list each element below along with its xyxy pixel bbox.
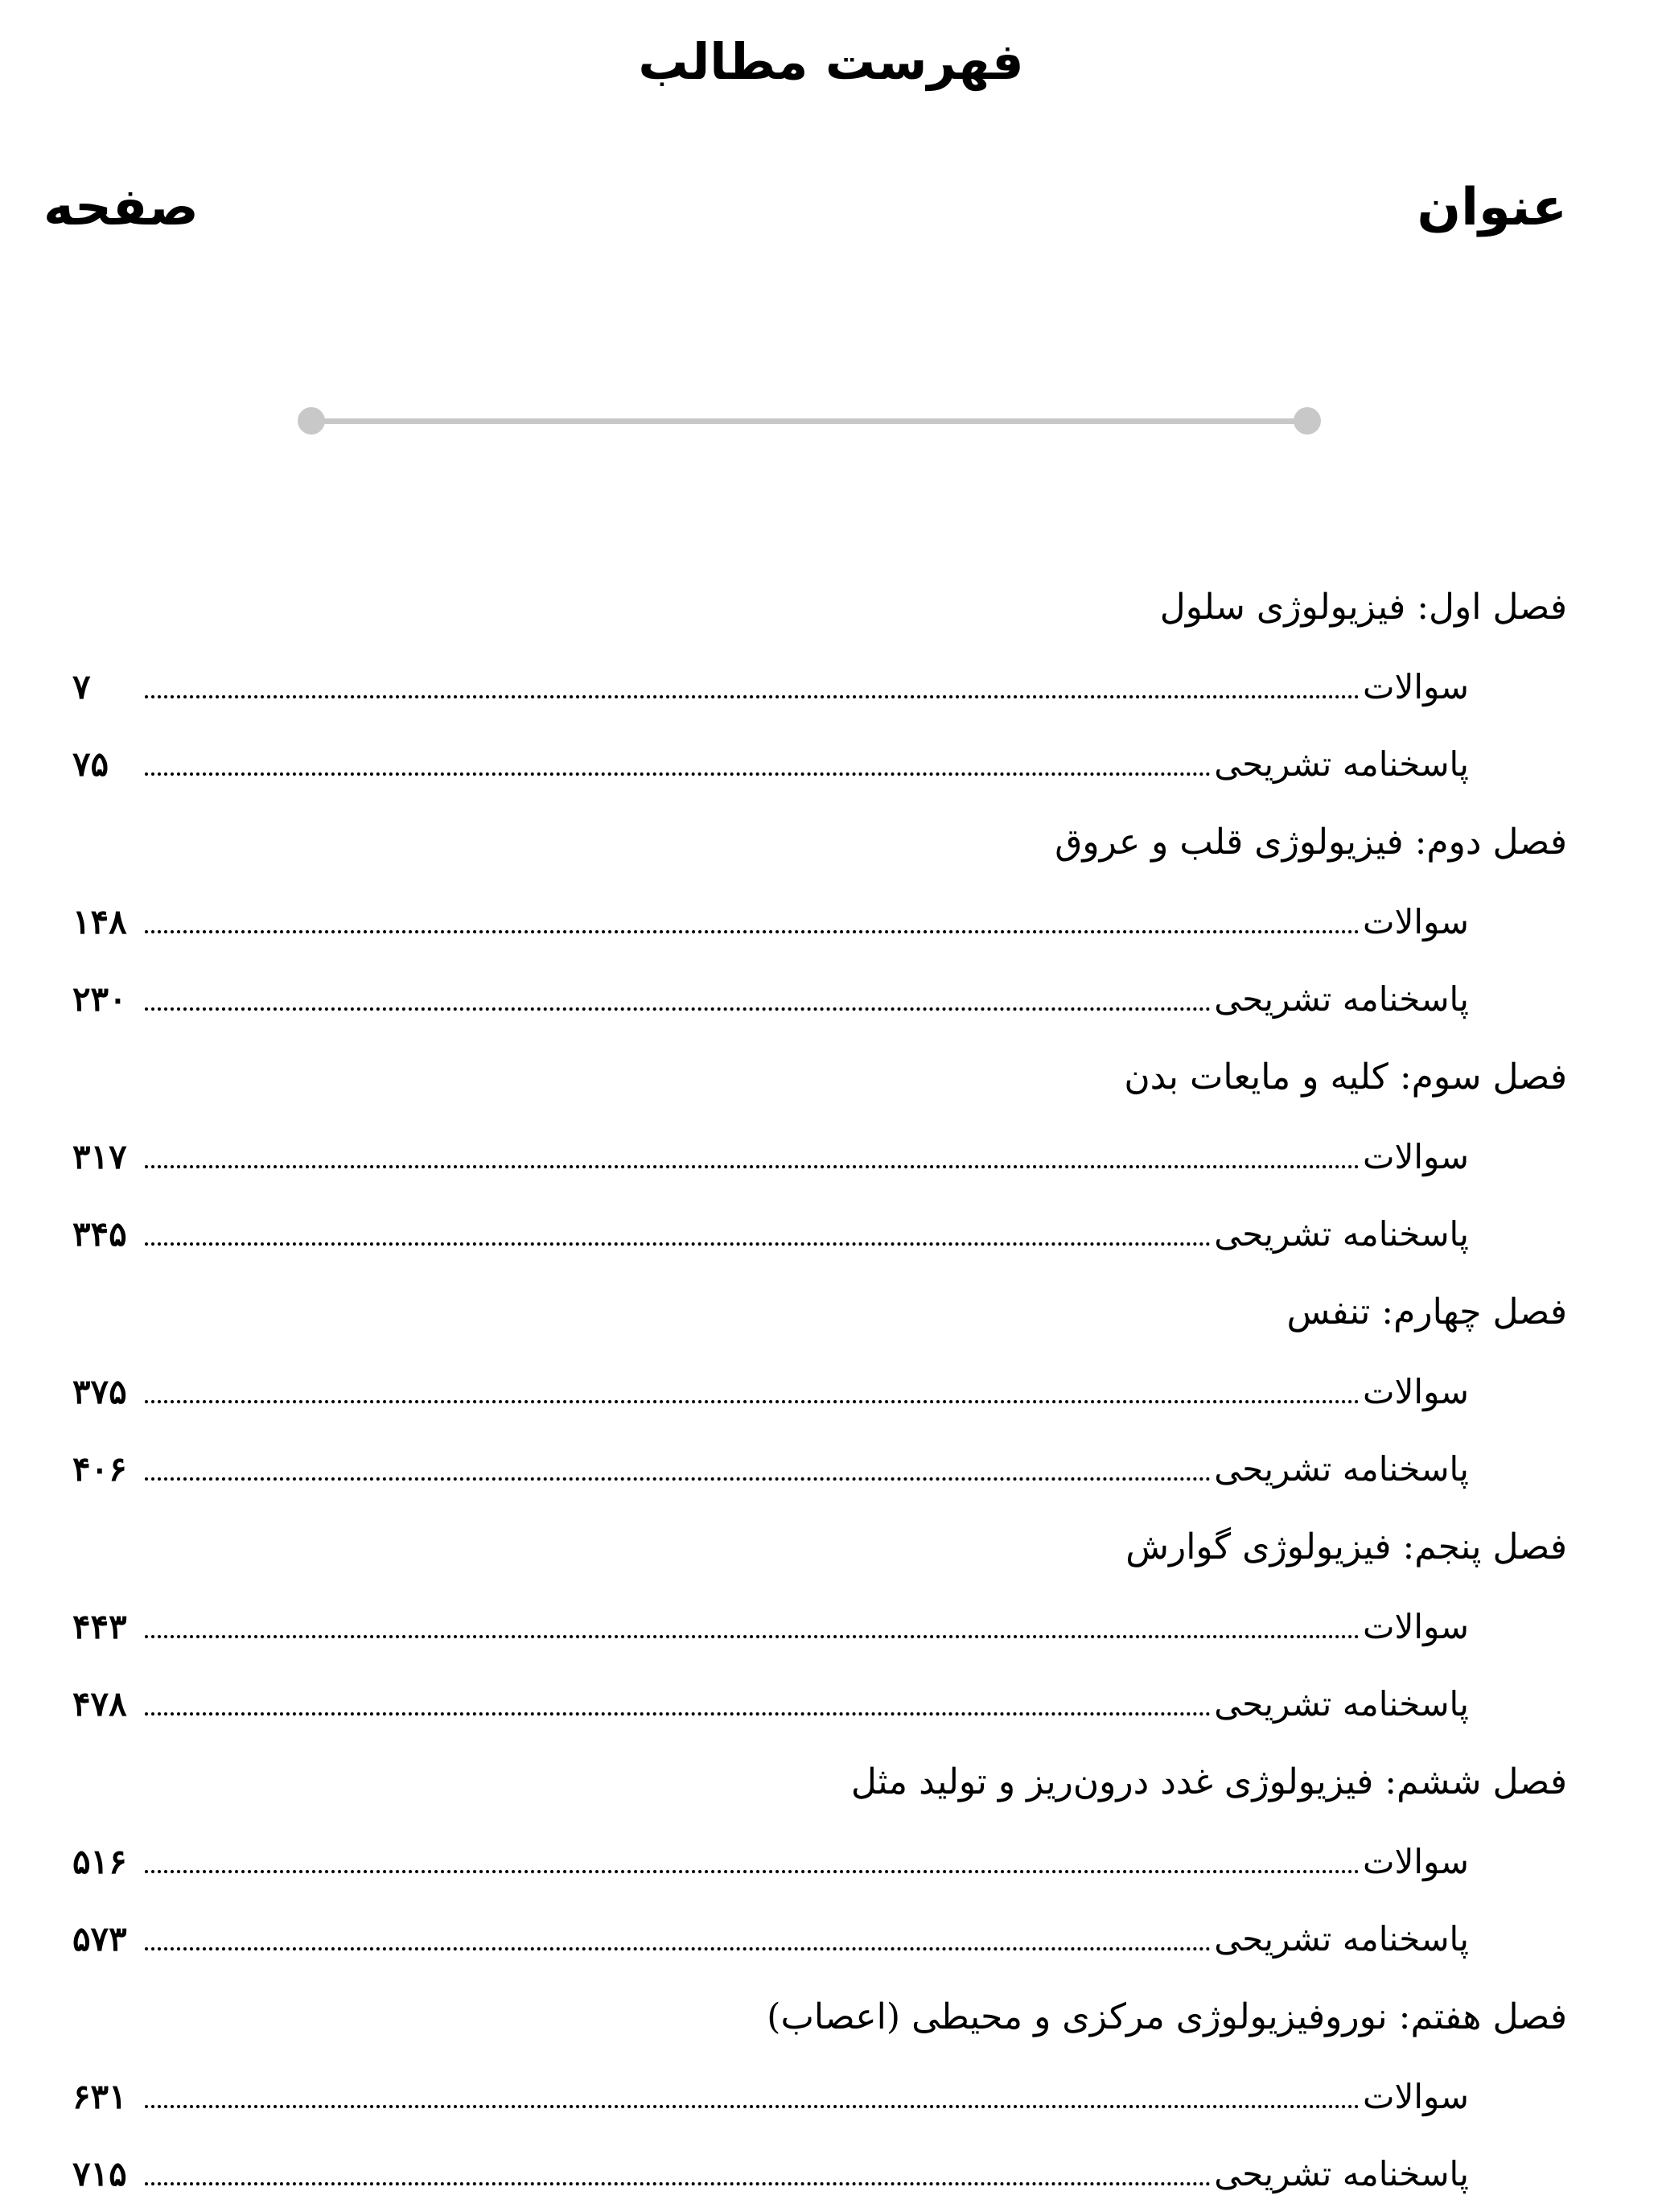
entry-page-number: ۷۱۵ <box>72 2153 127 2193</box>
dot-leader <box>145 1477 1211 1481</box>
column-header-page: صفحه <box>43 178 199 237</box>
dot-leader <box>145 2182 1211 2185</box>
toc-entry-answers[interactable] <box>72 1430 1567 1507</box>
toc-entry-questions[interactable] <box>72 1588 1567 1665</box>
entry-label: سوالات <box>1362 2076 1469 2116</box>
toc-entry-questions[interactable] <box>72 648 1567 725</box>
entry-page-number: ۶۳۱ <box>72 2076 127 2116</box>
entry-page-number: ۵۱۶ <box>72 1841 127 1881</box>
entry-page-number: ۵۷۳ <box>72 1918 127 1959</box>
chapter-title[interactable]: فصل هفتم: نوروفیزیولوژی مرکزی و محیطی (اعصاب) <box>767 1996 1567 2037</box>
entry-label: پاسخنامه تشریحی <box>1214 1683 1469 1724</box>
entry-page-number: ۷۵ <box>72 744 109 784</box>
dot-leader <box>145 1870 1360 1873</box>
chapter-6 <box>72 1742 1567 1977</box>
entry-label: پاسخنامه تشریحی <box>1214 1448 1469 1489</box>
dot-leader <box>145 1400 1360 1403</box>
toc-entry-answers[interactable] <box>72 725 1567 802</box>
table-of-contents <box>72 567 1567 2212</box>
dot-leader <box>145 1947 1211 1950</box>
chapter-7 <box>72 1977 1567 2212</box>
toc-entry-questions[interactable] <box>72 1118 1567 1195</box>
chapter-title[interactable]: فصل پنجم: فیزیولوژی گوارش <box>1125 1526 1567 1567</box>
column-header-title: عنوان <box>1417 178 1567 237</box>
page-title: فهرست مطالب <box>638 32 1024 91</box>
dot-leader <box>145 1242 1211 1246</box>
chapter-1 <box>72 567 1567 802</box>
toc-entry-questions[interactable] <box>72 883 1567 960</box>
entry-page-number: ۳۱۷ <box>72 1136 127 1176</box>
entry-label: پاسخنامه تشریحی <box>1214 1918 1469 1959</box>
entry-label: سوالات <box>1362 666 1469 706</box>
chapter-title[interactable]: فصل اول: فیزیولوژی سلول <box>1159 587 1567 628</box>
chapter-title[interactable]: فصل ششم: فیزیولوژی غدد درون‌ریز و تولید مثل <box>850 1761 1567 1802</box>
dot-leader <box>145 695 1360 698</box>
entry-label: پاسخنامه تشریحی <box>1214 2153 1469 2193</box>
entry-label: سوالات <box>1362 1606 1469 1646</box>
separator-dot-left <box>298 407 325 435</box>
chapter-4 <box>72 1272 1567 1507</box>
chapter-title[interactable]: فصل چهارم: تنفس <box>1286 1291 1567 1333</box>
dot-leader <box>145 1165 1360 1168</box>
toc-entry-questions[interactable] <box>72 1823 1567 1900</box>
entry-page-number: ۳۴۵ <box>72 1213 127 1254</box>
entry-label: سوالات <box>1362 1841 1469 1881</box>
entry-label: پاسخنامه تشریحی <box>1214 1213 1469 1254</box>
toc-entry-answers[interactable] <box>72 1665 1567 1742</box>
entry-label: سوالات <box>1362 1371 1469 1411</box>
chapter-5 <box>72 1507 1567 1742</box>
toc-entry-answers[interactable] <box>72 1195 1567 1272</box>
toc-entry-answers[interactable] <box>72 1900 1567 1977</box>
entry-page-number: ۴۴۳ <box>72 1606 127 1646</box>
entry-page-number: ۷ <box>72 666 91 706</box>
dot-leader <box>145 930 1360 933</box>
toc-entry-questions[interactable] <box>72 1353 1567 1430</box>
toc-entry-questions[interactable] <box>72 2058 1567 2135</box>
chapter-3 <box>72 1037 1567 1272</box>
entry-page-number: ۴۷۸ <box>72 1683 127 1724</box>
separator-line <box>311 418 1308 424</box>
dot-leader <box>145 2105 1360 2108</box>
entry-page-number: ۳۷۵ <box>72 1371 127 1411</box>
chapter-2 <box>72 802 1567 1037</box>
dot-leader <box>145 1007 1211 1011</box>
chapter-title[interactable]: فصل دوم: فیزیولوژی قلب و عروق <box>1055 822 1567 863</box>
toc-entry-answers[interactable] <box>72 2135 1567 2212</box>
dot-leader <box>145 772 1211 776</box>
entry-page-number: ۲۳۰ <box>72 978 127 1019</box>
entry-page-number: ۴۰۶ <box>72 1448 127 1489</box>
decorative-separator <box>298 407 1321 435</box>
entry-label: پاسخنامه تشریحی <box>1214 978 1469 1019</box>
toc-entry-answers[interactable] <box>72 960 1567 1037</box>
dot-leader <box>145 1635 1360 1638</box>
separator-dot-right <box>1294 407 1321 435</box>
dot-leader <box>145 1712 1211 1716</box>
entry-page-number: ۱۴۸ <box>72 901 127 941</box>
chapter-title[interactable]: فصل سوم: کلیه و مایعات بدن <box>1124 1057 1567 1098</box>
entry-label: سوالات <box>1362 1136 1469 1176</box>
entry-label: پاسخنامه تشریحی <box>1214 744 1469 784</box>
entry-label: سوالات <box>1362 901 1469 941</box>
